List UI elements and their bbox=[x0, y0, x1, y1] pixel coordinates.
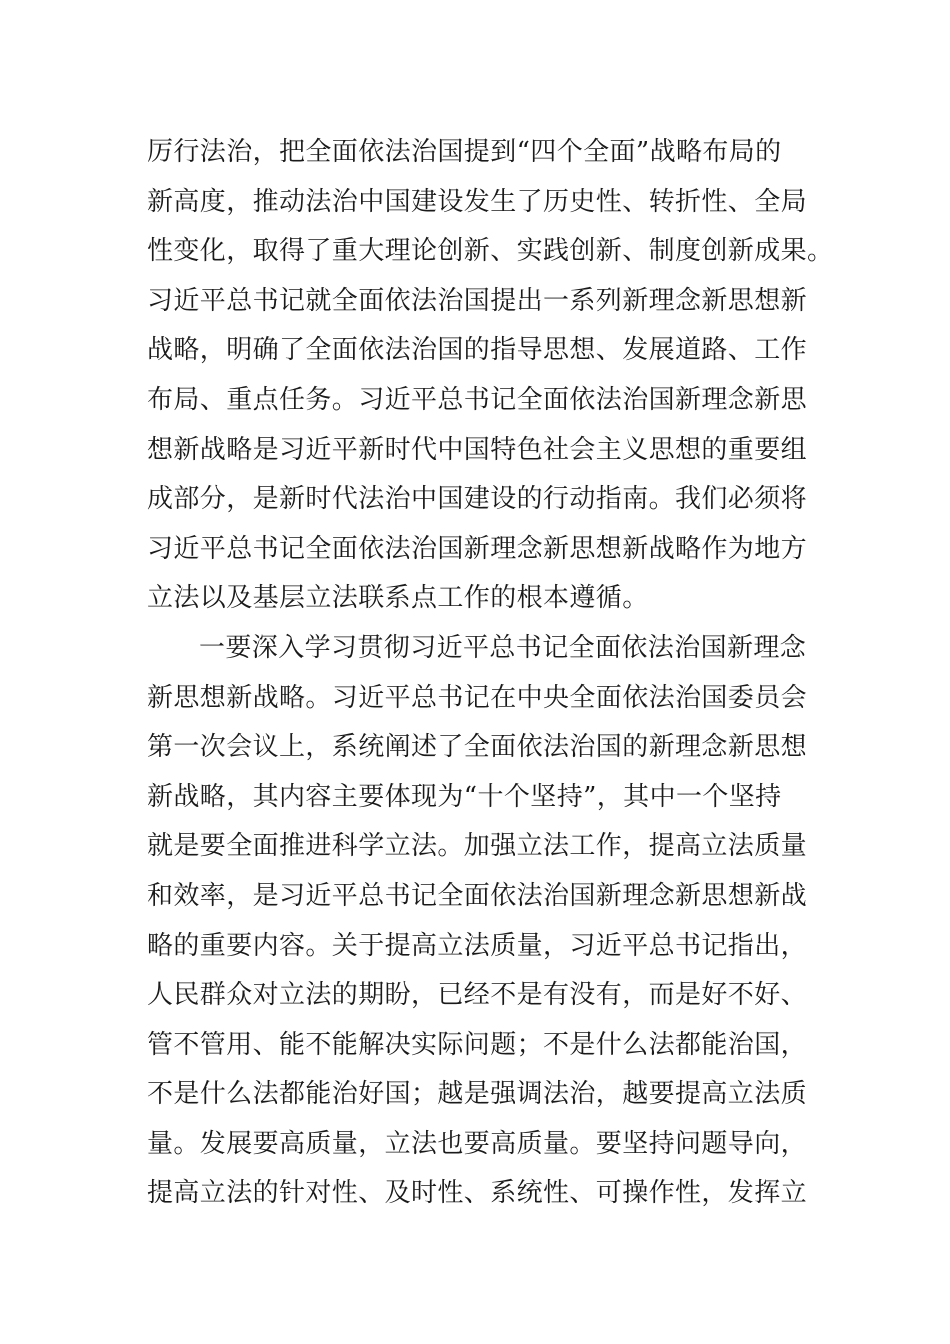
text-line: 管不管用、能不能解决实际问题；不是什么法都能治国， bbox=[147, 1029, 808, 1060]
text-line: 战略，明确了全面依法治国的指导思想、发展道路、工作 bbox=[147, 335, 808, 366]
text-line: 第一次会议上，系统阐述了全面依法治国的新理念新思想 bbox=[147, 732, 808, 763]
text-line: 就是要全面推进科学立法。加强立法工作，提高立法质量 bbox=[147, 831, 808, 862]
text-line: 量。发展要高质量，立法也要高质量。要坚持问题导向， bbox=[147, 1128, 808, 1159]
text-line: 习近平总书记就全面依法治国提出一系列新理念新思想新 bbox=[147, 285, 808, 316]
text-line: 不是什么法都能治好国；越是强调法治，越要提高立法质 bbox=[147, 1079, 808, 1110]
text-line: 布局、重点任务。习近平总书记全面依法治国新理念新思 bbox=[147, 384, 808, 415]
text-line: 习近平总书记全面依法治国新理念新思想新战略作为地方 bbox=[147, 533, 808, 564]
text-line: 新高度，推动法治中国建设发生了历史性、转折性、全局 bbox=[147, 186, 808, 217]
text-line: 提高立法的针对性、及时性、系统性、可操作性，发挥立 bbox=[147, 1178, 808, 1209]
text-line: 立法以及基层立法联系点工作的根本遵循。 bbox=[147, 583, 649, 614]
text-line: 成部分，是新时代法治中国建设的行动指南。我们必须将 bbox=[147, 484, 808, 515]
text-line: 想新战略是习近平新时代中国特色社会主义思想的重要组 bbox=[147, 434, 808, 465]
text-line: 性变化，取得了重大理论创新、实践创新、制度创新成果。 bbox=[147, 236, 834, 267]
text-line: 新思想新战略。习近平总书记在中央全面依法治国委员会 bbox=[147, 682, 808, 713]
text-line: 厉行法治，把全面依法治国提到“四个全面”战略布局的 bbox=[147, 137, 782, 167]
text-line: 略的重要内容。关于提高立法质量，习近平总书记指出， bbox=[147, 930, 808, 961]
paragraph-first-line: 一要深入学习贯彻习近平总书记全面依法治国新理念 bbox=[199, 632, 807, 663]
body-text bbox=[147, 128, 834, 1219]
text-line: 人民群众对立法的期盼，已经不是有没有，而是好不好、 bbox=[147, 980, 808, 1011]
text-line: 和效率，是习近平总书记全面依法治国新理念新思想新战 bbox=[147, 880, 808, 911]
text-line: 新战略，其内容主要体现为“十个坚持”，其中一个坚持 bbox=[147, 781, 782, 812]
